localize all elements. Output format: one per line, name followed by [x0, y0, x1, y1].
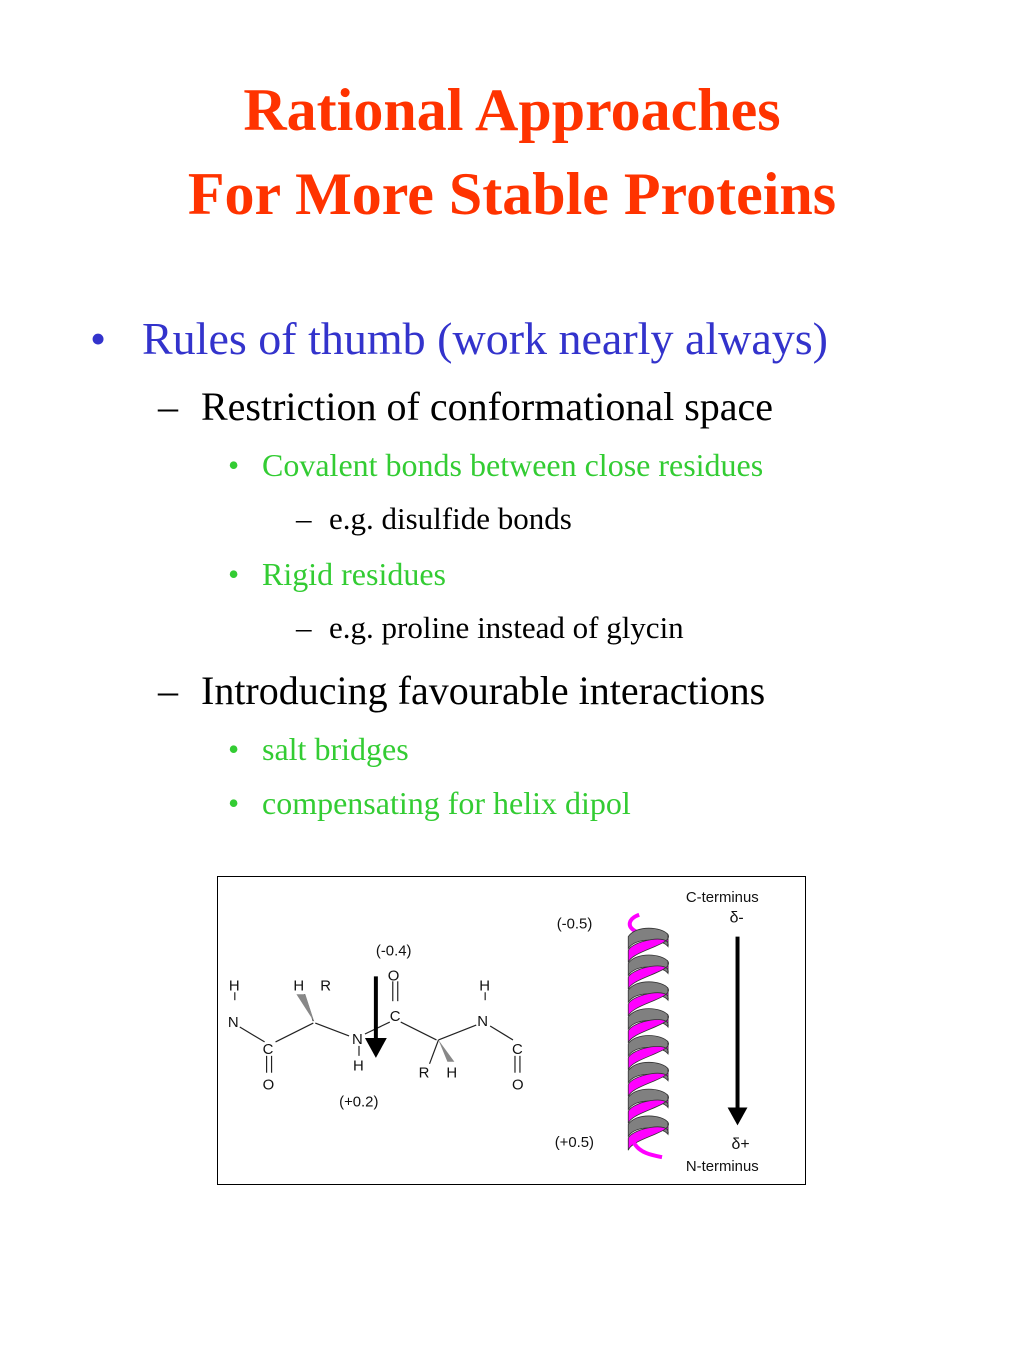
bullet-text: Rigid residues [262, 556, 446, 592]
helix-dipole-arrow [728, 937, 748, 1126]
n-terminus-label: N-terminus [685, 1159, 759, 1176]
bullet-marker: • [228, 447, 240, 483]
atom-n: N [477, 1014, 488, 1031]
bullet-rigid-residues [228, 556, 446, 593]
atom-h: H [353, 1058, 364, 1075]
sub-bullet-introducing [158, 667, 766, 714]
bullet-text: Rules of thumb (work nearly always) [142, 313, 829, 364]
bullet-marker: • [90, 313, 107, 364]
bullet-covalent-bonds [228, 447, 764, 484]
bond-line [490, 1026, 513, 1040]
sub-bullet-text: Introducing favourable interactions [201, 668, 766, 713]
atom-r: R [418, 1065, 430, 1082]
dash-marker: – [158, 384, 178, 429]
figure-svg [218, 877, 805, 1184]
sub-bullet-text: Restriction of conformational space [201, 384, 774, 429]
bond-line [315, 1023, 349, 1036]
bullet-text: salt bridges [262, 731, 409, 767]
alpha-helix-ribbon [628, 915, 668, 1157]
wedge-bond [296, 994, 314, 1022]
helix-bottom-charge: (+0.5) [554, 1135, 595, 1152]
n-terminus-delta: δ+ [731, 1136, 750, 1154]
bullet-salt-bridges [228, 731, 409, 768]
example-disulfide [296, 501, 572, 537]
atom-h: H [228, 978, 240, 995]
bullet-text: compensating for helix dipol [262, 785, 631, 821]
slide-title-line-1: Rational Approaches [243, 77, 781, 143]
example-text: e.g. proline instead of glycin [329, 610, 684, 645]
atom-o: O [387, 968, 400, 985]
atom-c: C [389, 1009, 401, 1026]
atom-r: R [320, 978, 332, 995]
slide-title-line-2: For More Stable Proteins [187, 161, 837, 227]
example-text: e.g. disulfide bonds [329, 501, 572, 536]
charge-label-negative: (-0.4) [375, 943, 412, 960]
helix-top-charge: (-0.5) [556, 916, 593, 933]
bullet-marker: • [228, 731, 240, 767]
atom-n: N [227, 1015, 239, 1032]
sub-bullet-restriction [158, 383, 774, 430]
example-proline [296, 610, 684, 646]
bond-line [240, 1027, 265, 1042]
wedge-bond [438, 1040, 454, 1062]
atom-h: H [479, 978, 490, 995]
dash-marker: – [296, 501, 312, 536]
c-terminus-delta: δ- [729, 909, 744, 927]
bullet-marker: • [228, 556, 240, 592]
bullet-text: Covalent bonds between close residues [262, 447, 764, 483]
charge-label-positive: (+0.2) [339, 1094, 379, 1111]
c-terminus-label: C-terminus [685, 889, 759, 906]
atom-n: N [352, 1031, 363, 1048]
atom-o: O [511, 1077, 524, 1094]
atom-c: C [511, 1041, 523, 1058]
bullet-marker: • [228, 785, 240, 821]
peptide-helix-dipole-figure [217, 876, 806, 1185]
atom-h: H [293, 978, 305, 995]
atom-h: H [446, 1065, 458, 1082]
dash-marker: – [296, 610, 312, 645]
atom-c: C [262, 1041, 274, 1058]
dash-marker: – [158, 668, 178, 713]
bullet-helix-dipol [228, 785, 631, 822]
bond-line [438, 1025, 476, 1040]
bond-line [401, 1022, 437, 1040]
atom-o: O [262, 1077, 275, 1094]
peptide-dipole-arrow [365, 976, 387, 1057]
bond-line [430, 1040, 439, 1064]
bond-line [276, 1023, 314, 1042]
